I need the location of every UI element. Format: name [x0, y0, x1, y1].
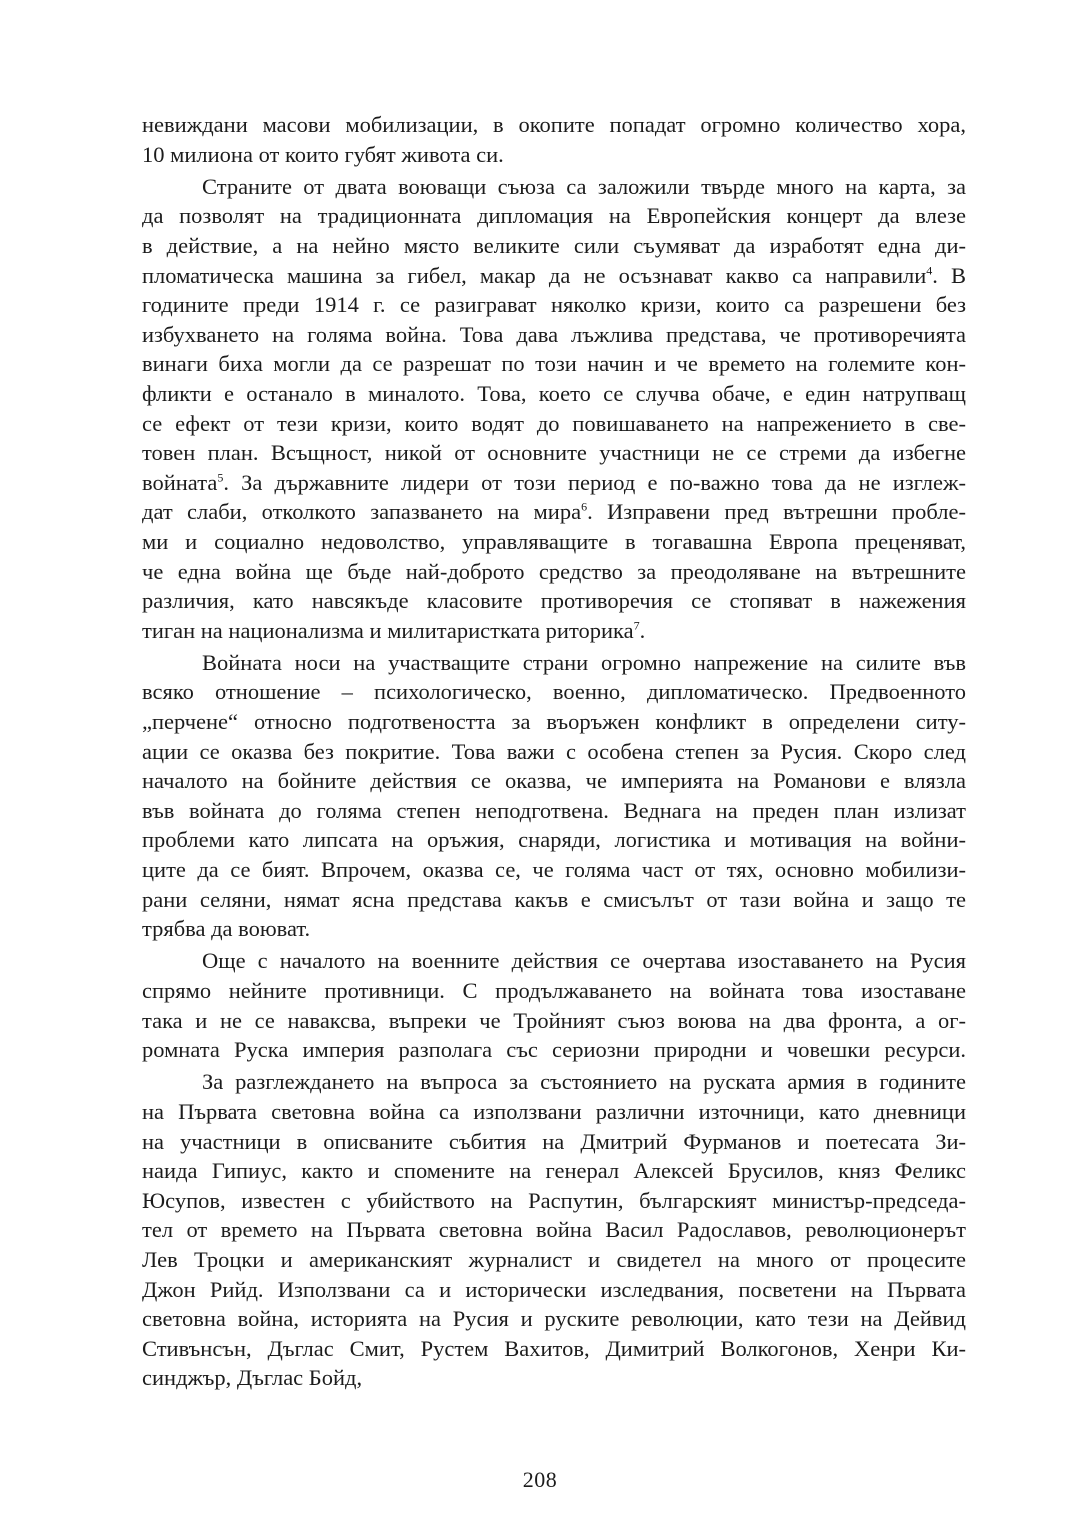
footnote-marker: 5: [217, 470, 224, 485]
text-line: Юсупов, известен с убийството на Распутин, българският министър-председа-: [142, 1187, 966, 1213]
paragraph: [142, 648, 966, 944]
line-text: . За държавните лидери от този период е по-важно това да не изглеж-: [223, 469, 966, 495]
line-text: пломатическа машина за гибел, макар да не осъзнават какво са направили: [142, 262, 927, 288]
text-line: ромната Руска империя разполага със сериозни природни и човешки ресурси.: [142, 1037, 966, 1063]
line-text: . Изправени пред вътрешни пробле-: [587, 499, 966, 525]
text-line: различия, като навсякъде класовите противоречия се стопяват в нажежения: [142, 588, 966, 614]
text-line: Джон Рийд. Използвани са и исторически изследвания, посветени на Първата: [142, 1276, 966, 1302]
line-text: . В: [932, 262, 966, 288]
text-line: [142, 497, 966, 527]
footnote-marker: 7: [633, 618, 640, 633]
text-line: синджър, Дъглас Бойд,: [142, 1365, 363, 1391]
text-line: ми и социално недоволство, управляващите в тогавашна Европа преценяват,: [142, 528, 966, 554]
text-line: спрямо нейните противници. С продължаването на войната това изоставане: [142, 978, 966, 1003]
line-text: войната: [142, 469, 218, 495]
text-line: световна война, историята на Русия и руските революции, като тези на Дейвид: [142, 1306, 966, 1332]
text-line: началото на бойните действия се оказва, че империята на Романови е влязла: [142, 768, 966, 794]
page-number: 208: [522, 1467, 558, 1492]
text-line: невиждани масови мобилизации, в окопите попадат огромно количество хора,: [142, 112, 966, 137]
text-line: така и не се наваксва, въпреки че Тройният съюз воюва на два фронта, а ог-: [142, 1007, 966, 1033]
line-text: .: [639, 617, 646, 643]
text-line: Страните от двата воюващи съюза са заложили твърде много на карта, за: [202, 173, 966, 199]
text-line: на Първата световна война са използвани различни източници, като дневници: [142, 1098, 966, 1124]
text-line: товен план. Всъщност, никой от основните участници не се стреми да избегне: [142, 440, 966, 466]
text-line: всяко отношение – психологическо, военно, дипломатическо. Предвоенното: [142, 679, 966, 705]
footnote-marker: 6: [581, 499, 588, 514]
text-line: годините преди 1914 г. се разиграват няколко кризи, които са разрешени без: [142, 292, 966, 318]
text-line: „перчене“ относно подготвеността за въоръжен конфликт в определени ситу-: [142, 709, 966, 735]
text-line: се ефект от тези кризи, които водят до повишаването на напрежението в све-: [142, 410, 966, 436]
text-line: Войната носи на участващите страни огромно напрежение на силите във: [202, 649, 966, 675]
text-line: фликти е останало в миналото. Това, което се случва обаче, е един натрупващ: [142, 380, 966, 406]
text-line: трябва да воюват.: [142, 916, 311, 942]
text-line: на участници в описваните събития на Дмитрий Фурманов и поетесата Зи-: [142, 1128, 966, 1154]
text-line: [142, 616, 966, 646]
paragraph: [142, 172, 966, 646]
text-line: Още с началото на военните действия се очертава изоставането на Русия: [202, 948, 966, 974]
text-line: Стивънсън, Дъглас Смит, Рустем Вахитов, Димитрий Волкогонов, Хенри Ки-: [142, 1335, 966, 1361]
text-line: Лев Троцки и американският журналист и свидетел на много от процесите: [142, 1246, 966, 1272]
text-line: във войната до голяма степен неподготвена. Веднага на преден план излизат: [142, 797, 966, 823]
line-text: дат слаби, отколкото запазването на мира: [142, 499, 582, 525]
text-line: да позволят на традиционната дипломация на Европейския концерт да влезе: [142, 203, 966, 229]
paragraph: [142, 1067, 966, 1393]
text-line: винаги биха могли да се разрешат по този начин и че времето на големите кон-: [142, 351, 966, 377]
text-line: избухването на голяма война. Това дава лъжлива представа, че противоречията: [142, 321, 966, 347]
text-line: че една война ще бъде най-доброто средство за преодоляване на вътрешните: [142, 558, 966, 584]
text-line: [142, 261, 966, 291]
text-line: ации се оказва без покритие. Това важи с особена степен за Русия. Скоро след: [142, 738, 966, 764]
text-line: в действие, а на нейно място великите сили съумяват да изработят една ди-: [142, 232, 966, 258]
text-line: [142, 468, 966, 498]
paragraph: [142, 946, 966, 1064]
footnote-marker: 4: [926, 263, 933, 278]
text-line: проблеми като липсата на оръжия, снаряди, логистика и мотивация на войни-: [142, 827, 966, 853]
text-line: 10 милиона от които губят живота си.: [142, 141, 504, 167]
page-body: [142, 110, 966, 1393]
text-line: наида Гипиус, както и спомените на генерал Алексей Брусилов, княз Феликс: [142, 1158, 966, 1184]
text-line: За разглеждането на въпроса за състоянието на руската армия в годините: [202, 1069, 966, 1095]
text-line: рани селяни, нямат ясна представа какъв е смисълът от тази война и защо те: [142, 886, 966, 912]
text-line: тел от времето на Първата световна война Васил Радославов, революционерът: [142, 1217, 966, 1243]
text-line: ците да се бият. Впрочем, оказва се, че голяма част от тях, основно мобилизи-: [142, 857, 966, 883]
paragraph: [142, 110, 966, 169]
line-text: тиган на национализма и милитаристката риторика: [142, 617, 634, 643]
